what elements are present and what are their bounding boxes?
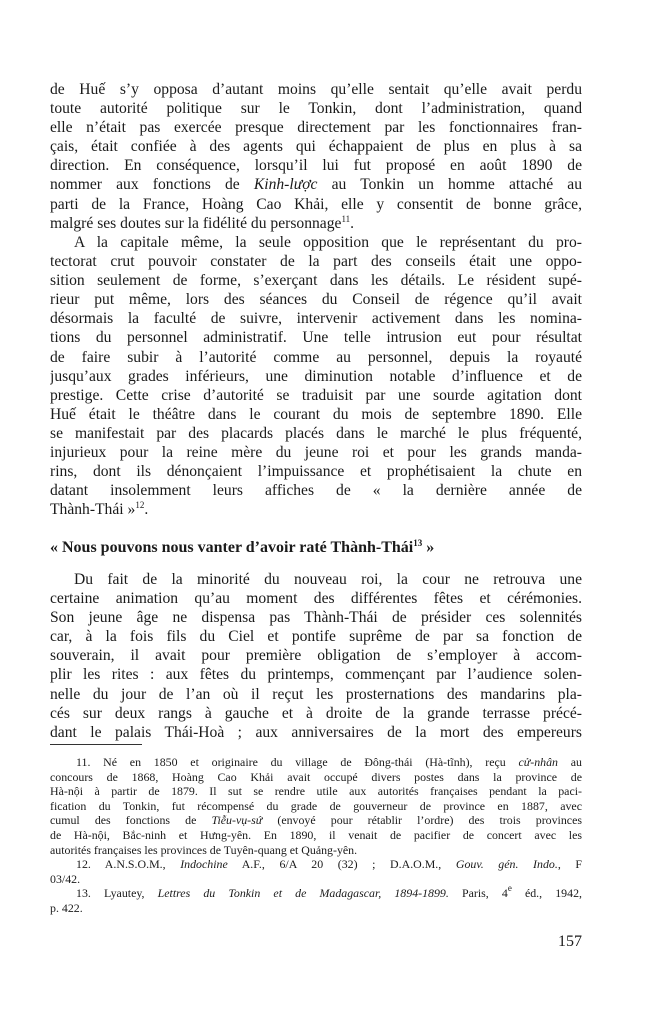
footnote-11-line <box>50 755 582 770</box>
footnotes <box>50 755 582 916</box>
text-line: certaine animation qu’au moment des différentes fêtes et cérémonies. <box>50 590 582 608</box>
heading-text: » <box>422 539 435 556</box>
text-run: A.F., 6/A 20 (32) ; D.A.O.M., <box>227 857 456 872</box>
footnote-11-line: Hà-nội à partir de 1879. Il sut se rendre utile aux autorités françaises pendant la paci- <box>50 784 582 799</box>
footnote-11-line: de Hà-nội, Bắc-ninh et Hưng-yên. En 1890, il venait de pacifier de concert avec les <box>50 827 582 842</box>
text-line: elle n’était pas exercée presque directement par les fonctionnaires fran- <box>50 119 582 137</box>
text-line: rieur put même, lors des séances du Conseil de régence qu’il avait <box>50 291 582 309</box>
paragraph-3 <box>50 570 582 742</box>
text-line: çais, était confiée à des agents qui échappaient de plus en plus à sa <box>50 138 582 156</box>
text-line: tions du personnel administratif. Une telle intrusion eut pour résultat <box>50 329 582 347</box>
footnote-11-line: fication du Tonkin, fut récompensé du grade de gouverneur de province en 1887, avec <box>50 798 582 813</box>
text-run: . <box>144 501 149 519</box>
footnote-12-line <box>50 857 582 872</box>
text-line: datant insolemment leurs affiches de « la dernière année de <box>50 482 582 500</box>
text-run: 13. Lyautey, <box>76 886 158 901</box>
text-run: 11. Né en 1850 et originaire du village de Đông-thái (Hà-tĩnh), reçu <box>76 755 519 769</box>
text-line <box>50 500 582 519</box>
text-run: cumul des fonctions de <box>50 813 212 828</box>
text-line: Huế était le théâtre dans le courant du mois de septembre 1890. Elle <box>50 405 582 423</box>
footnote-ref-13: 13 <box>413 538 423 548</box>
text-line: rins, dont ils dénonçaient l’impuissance et prophétisaient la chute en <box>50 463 582 481</box>
footnote-13-line: p. 422. <box>50 900 83 915</box>
text-run: Paris, 4 <box>448 886 508 901</box>
page-number: 157 <box>558 933 582 950</box>
footnote-ref-12: 12 <box>135 500 145 511</box>
italic-term: Lettres du Tonkin et de Madagascar, 1894-1899. <box>157 886 449 901</box>
text-run: éd., 1942, <box>511 886 582 901</box>
paragraph-2 <box>50 233 582 519</box>
superscript: e <box>507 886 512 894</box>
text-line: plir les rites : aux fêtes du printemps, commençant par l’audience solen- <box>50 666 582 684</box>
text-line <box>50 175 582 194</box>
text-run: au Tonkin un homme attaché au <box>317 176 582 194</box>
footnote-11-line: autorités françaises les provinces de Tuyên-quang et Quảng-yên. <box>50 842 358 857</box>
italic-term: Indochine <box>180 857 228 872</box>
text-line: tectorat crut pouvoir constater de la part des conseils était une oppo- <box>50 253 582 271</box>
text-line: A la capitale même, la seule opposition que le représentant du pro- <box>74 234 582 251</box>
italic-term: Gouv. gén. Indo. <box>455 857 558 872</box>
footnote-11-line <box>50 813 582 828</box>
text-line: car, à la fois fils du Ciel et pontife suprême de par sa fonction de <box>50 628 582 646</box>
text-line: désormais la faculté de suivre, intervenir activement dans les nomina- <box>50 310 582 328</box>
italic-term: Kinh-lược <box>253 176 318 194</box>
text-line: Du fait de la minorité du nouveau roi, la cour ne retrouva une <box>74 571 582 588</box>
text-line: nelle du jour de l’an où il reçut les prosternations des mandarins pla- <box>50 685 582 703</box>
text-run: au <box>558 755 582 769</box>
text-line <box>50 214 582 233</box>
text-run: malgré ses doutes sur la fidélité du personnage <box>50 214 342 232</box>
text-line: sition seulement de forme, s’exerçant dans les détails. Le résident supé- <box>50 272 582 290</box>
text-run: , F <box>557 857 582 872</box>
italic-term: Tiễu-vụ-sứ <box>211 813 263 828</box>
heading-text: « Nous pouvons nous vanter d’avoir raté Thành-Thái <box>50 539 414 556</box>
text-run: nommer aux fonctions de <box>50 176 254 194</box>
text-run: 12. A.N.S.O.M., <box>76 857 181 872</box>
footnote-12-line: 03/42. <box>50 871 81 886</box>
text-line: souverain, il avait pour première obligation de s’employer à accom- <box>50 647 582 665</box>
footnote-divider <box>50 744 142 745</box>
footnote-ref-11: 11 <box>341 213 351 224</box>
footnote-13-line <box>50 886 582 901</box>
text-line: parti de la France, Hoàng Cao Khải, elle y consentit de bonne grâce, <box>50 195 582 213</box>
text-line: injurieux pour la reine mère du jeune roi et pour les grands manda- <box>50 444 582 462</box>
text-line: prestige. Cette crise d’autorité se traduisit par une sourde agitation dont <box>50 386 582 404</box>
footnote-11-line: concours de 1868, Hoàng Cao Khải avait occupé divers postes dans la province de <box>50 769 582 784</box>
section-heading <box>50 539 582 557</box>
text-line: se manifestait par des placards placés dans le marché le plus fréquenté, <box>50 424 582 442</box>
text-line: de faire subir à l’autorité comme au personnel, depuis la royauté <box>50 348 582 366</box>
italic-term: cử-nhân <box>518 755 559 769</box>
text-line: jusqu’aux grades inférieurs, une diminution notable d’influence et de <box>50 367 582 385</box>
text-line: toute autorité politique sur le Tonkin, dont l’administration, quand <box>50 100 582 118</box>
text-run: . <box>350 214 355 232</box>
text-line: dant le palais Thái-Hoà ; aux anniversaires de la mort des empereurs <box>50 723 582 741</box>
text-run: Thành-Thái » <box>50 501 136 519</box>
text-run: (envoyé pour rétablir l’ordre) des trois provinces <box>262 813 582 828</box>
text-line: direction. En conséquence, lorsqu’il lui fut proposé en août 1890 de <box>50 157 582 175</box>
text-line: Son jeune âge ne dispensa pas Thành-Thái de présider ces solennités <box>50 609 582 627</box>
text-line: cés sur deux rangs à gauche et à droite de la grande terrasse précé- <box>50 704 582 722</box>
text-line: de Huế s’y opposa d’autant moins qu’elle sentait qu’elle avait perdu <box>50 81 582 98</box>
paragraph-1 <box>50 80 582 233</box>
